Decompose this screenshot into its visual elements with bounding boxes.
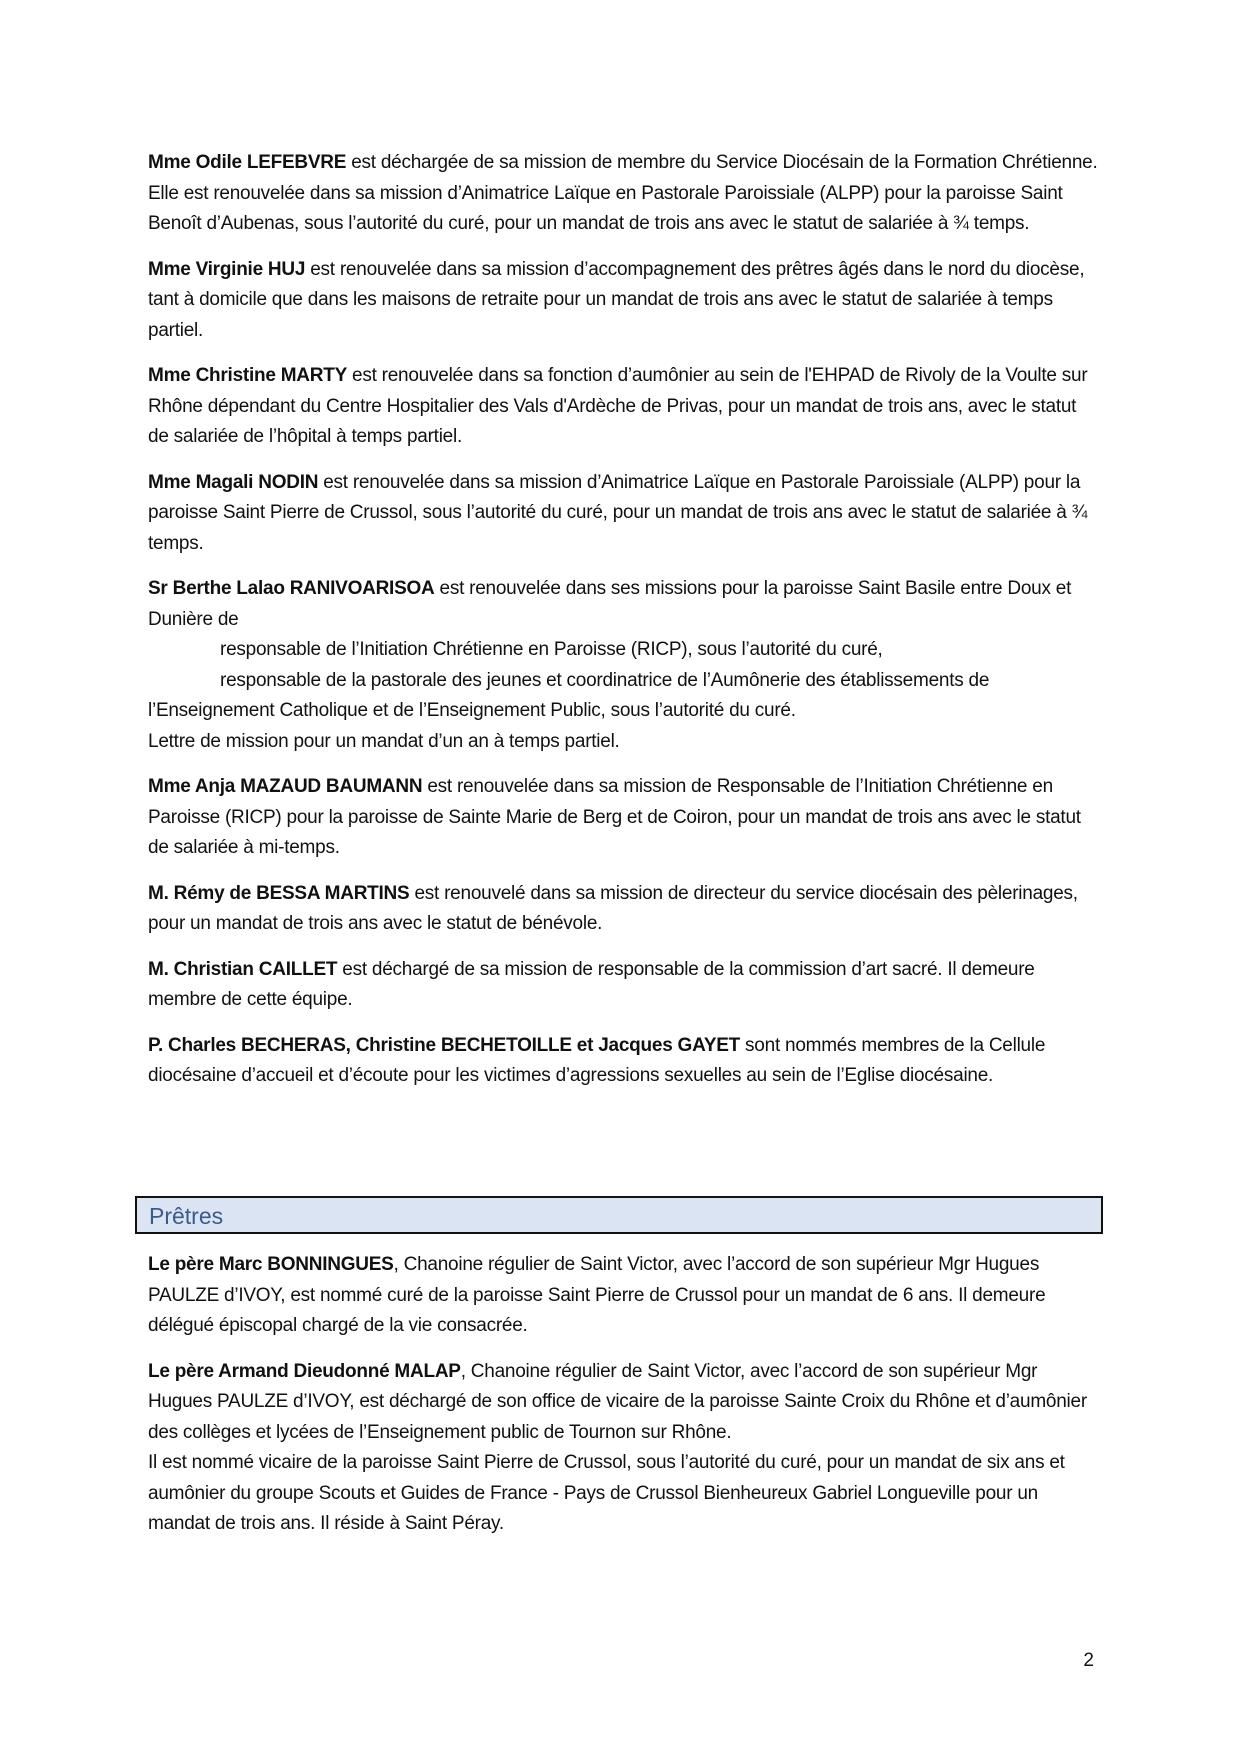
document-body <box>148 148 1098 1107</box>
paragraph-caillet <box>148 955 1098 1016</box>
person-name: Mme Magali NODIN <box>148 471 319 493</box>
paragraph-nodin <box>148 468 1098 560</box>
paragraph-huj <box>148 255 1098 347</box>
person-name: Mme Odile LEFEBVRE <box>148 152 347 173</box>
paragraph-text: est renouvelée dans sa fonction d’aumônier au sein de l'EHPAD de Rivoly de la Voulte sur Rhône dépendant du Centre Hospitalier des Vals d'Ardèche de Privas, pour un mandat de trois ans, avec le statut de salariée de l’hôpital à temps partiel. <box>148 365 1088 447</box>
paragraph-bessa <box>148 879 1098 940</box>
mission-item: responsable de l’Initiation Chrétienne en Paroisse (RICP), sous l’autorité du curé, <box>220 639 883 660</box>
paragraph-text: , Chanoine régulier de Saint Victor, avec l’accord de son supérieur Mgr Hugues PAULZE d’IVOY, est nommé curé de la paroisse Saint Pierre de Crussol pour un mandat de 6 ans. Il demeure délégué épiscopal chargé de la vie consacrée. <box>148 1254 1046 1336</box>
page-number: 2 <box>1083 1650 1094 1671</box>
paragraph-text-continued: Il est nommé vicaire de la paroisse Saint Pierre de Crussol, sous l’autorité du curé, pour un mandat de six ans et aumônier du groupe Scouts et Guides de France - Pays de Crussol Bienheureux Gabriel Longueville pour un mandat de trois ans. Il réside à Saint Péray. <box>148 1452 1065 1534</box>
paragraph-text: est renouvelée dans sa mission d’accompagnement des prêtres âgés dans le nord du diocèse, tant à domicile que dans les maisons de retraite pour un mandat de trois ans avec le statut de salariée à temps partiel. <box>148 258 1085 341</box>
paragraph-bonningues <box>148 1250 1098 1342</box>
person-name: P. Charles BECHERAS, Christine BECHETOILLE et Jacques GAYET <box>148 1034 741 1056</box>
paragraph-text: est renouvelée dans ses missions pour la paroisse Saint Basile entre Doux et Dunière de <box>148 578 1072 630</box>
paragraph-cellule <box>148 1031 1098 1092</box>
section-header-pretres <box>135 1196 1103 1234</box>
person-name: Le père Marc BONNINGUES <box>148 1254 394 1275</box>
paragraph-mazaud <box>148 772 1098 864</box>
paragraph-lefebvre <box>148 148 1098 240</box>
paragraph-text: est renouvelé dans sa mission de directeur du service diocésain des pèlerinages, pour un mandat de trois ans avec le statut de bénévole. <box>148 882 1078 934</box>
section-title: Prêtres <box>149 1203 224 1229</box>
person-name: Mme Virginie HUJ <box>148 258 306 280</box>
paragraph-text: est renouvelée dans sa mission d’Animatrice Laïque en Pastorale Paroissiale (ALPP) pour la paroisse Saint Pierre de Crussol, sous l’autorité du curé, pour un mandat de trois ans avec le statut de salariée à ¾ temps. <box>148 471 1088 554</box>
person-name: M. Rémy de BESSA MARTINS <box>148 882 410 904</box>
paragraph-text: , Chanoine régulier de Saint Victor, avec l’accord de son supérieur Mgr Hugues PAULZE d’IVOY, est déchargé de son office de vicaire de la paroisse Sainte Croix du Rhône et d’aumônier des collèges et lycées de l’Enseignement public de Tournon sur Rhône. <box>148 1360 1087 1443</box>
paragraph-text: est déchargé de sa mission de responsable de la commission d’art sacré. Il demeure membre de cette équipe. <box>148 958 1035 1010</box>
person-name: Mme Anja MAZAUD BAUMANN <box>148 776 423 797</box>
person-name: Le père Armand Dieudonné MALAP <box>148 1360 461 1382</box>
person-name: M. Christian CAILLET <box>148 958 338 980</box>
paragraph-text: est déchargée de sa mission de membre du Service Diocésain de la Formation Chrétienne. Elle est renouvelée dans sa mission d’Animatrice Laïque en Pastorale Paroissiale (ALPP) pour la paroisse Saint Benoît d’Aubenas, sous l’autorité du curé, pour un mandat de trois ans avec le statut de salariée à ¾ temps. <box>148 152 1098 234</box>
paragraph-marty <box>148 361 1098 453</box>
mission-item: responsable de la pastorale des jeunes et coordinatrice de l’Aumônerie des établissements de <box>220 669 990 691</box>
mission-closing: Lettre de mission pour un mandat d’un an à temps partiel. <box>148 730 620 752</box>
mission-item-continued: l’Enseignement Catholique et de l’Enseignement Public, sous l’autorité du curé. <box>148 700 796 721</box>
paragraph-text: sont nommés membres de la Cellule diocésaine d’accueil et d’écoute pour les victimes d’agressions sexuelles au sein de l’Eglise diocésaine. <box>148 1034 1046 1086</box>
person-name: Mme Christine MARTY <box>148 365 347 386</box>
paragraph-ranivoarisoa <box>148 574 1098 757</box>
person-name: Sr Berthe Lalao RANIVOARISOA <box>148 578 435 599</box>
priests-section <box>148 1250 1098 1555</box>
paragraph-text: est renouvelée dans sa mission de Responsable de l’Initiation Chrétienne en Paroisse (RICP) pour la paroisse de Sainte Marie de Berg et de Coiron, pour un mandat de trois ans avec le statut de salariée à mi-temps. <box>148 776 1081 858</box>
paragraph-malap <box>148 1357 1098 1540</box>
